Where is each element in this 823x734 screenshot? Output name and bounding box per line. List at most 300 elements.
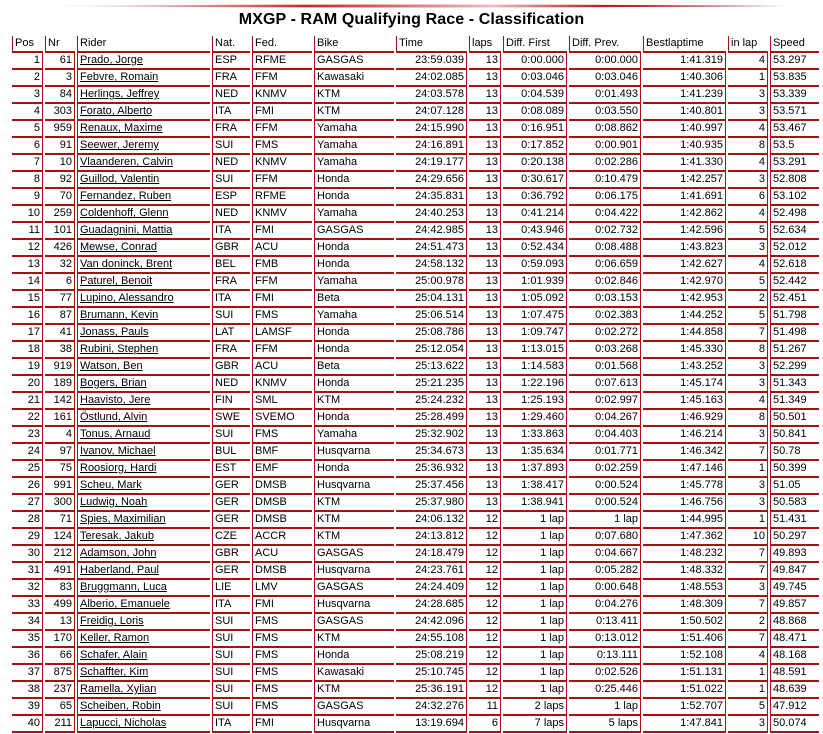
rider-link[interactable]: Scheiben, Robin	[80, 700, 161, 712]
rider-link[interactable]: Bogers, Brian	[80, 377, 147, 389]
cell-fed: FMS	[252, 648, 312, 665]
cell-laps: 13	[469, 444, 501, 461]
cell-nat: GBR	[212, 546, 250, 563]
cell-laps: 12	[469, 614, 501, 631]
cell-fed: DMSB	[252, 478, 312, 495]
cell-fed: SML	[252, 393, 312, 410]
cell-laps: 13	[469, 104, 501, 121]
cell-rider	[77, 223, 210, 240]
cell-diff-prev: 0:13.012	[569, 631, 641, 648]
cell-bike: Husqvarna	[314, 478, 394, 495]
cell-diff-first: 0:52.434	[503, 240, 567, 257]
cell-diff-prev: 0:08.862	[569, 121, 641, 138]
cell-bike: Honda	[314, 257, 394, 274]
cell-time: 24:15.990	[396, 121, 467, 138]
cell-nat: NED	[212, 155, 250, 172]
cell-laps: 13	[469, 206, 501, 223]
cell-fed: FMI	[252, 597, 312, 614]
table-row	[12, 682, 819, 699]
cell-bestlaptime: 1:52.108	[643, 648, 726, 665]
cell-laps: 12	[469, 597, 501, 614]
cell-pos: 30	[12, 546, 43, 563]
rider-link[interactable]: Ramella, Xylian	[80, 683, 157, 695]
cell-nr: 499	[45, 597, 75, 614]
cell-fed: ACU	[252, 359, 312, 376]
cell-nr: 3	[45, 70, 75, 87]
rider-link[interactable]: Guadagnini, Mattia	[80, 224, 173, 236]
cell-time: 24:03.578	[396, 87, 467, 104]
cell-diff-first: 2 laps	[503, 699, 567, 716]
cell-pos: 25	[12, 461, 43, 478]
cell-pos: 20	[12, 376, 43, 393]
cell-speed: 47.912	[770, 699, 819, 716]
cell-diff-first: 1 lap	[503, 631, 567, 648]
cell-nr: 991	[45, 478, 75, 495]
table-row	[12, 53, 819, 70]
cell-nat: SUI	[212, 172, 250, 189]
cell-fed: KNMV	[252, 155, 312, 172]
rider-link[interactable]: Lapucci, Nicholas	[80, 717, 167, 729]
cell-laps: 13	[469, 308, 501, 325]
table-row	[12, 597, 819, 614]
cell-diff-prev: 0:02.259	[569, 461, 641, 478]
cell-laps: 12	[469, 665, 501, 682]
cell-diff-first: 1:05.092	[503, 291, 567, 308]
rider-link[interactable]: Haberland, Paul	[80, 564, 159, 576]
column-header-nr: Nr	[45, 36, 75, 53]
cell-laps: 13	[469, 172, 501, 189]
cell-diff-prev: 0:02.526	[569, 665, 641, 682]
cell-bike: Honda	[314, 410, 394, 427]
cell-pos: 35	[12, 631, 43, 648]
cell-time: 24:35.831	[396, 189, 467, 206]
table-row	[12, 155, 819, 172]
table-row	[12, 478, 819, 495]
cell-in-lap: 4	[728, 393, 768, 410]
cell-fed: EMF	[252, 461, 312, 478]
cell-time: 25:08.786	[396, 325, 467, 342]
cell-nat: GER	[212, 563, 250, 580]
cell-diff-prev: 0:04.422	[569, 206, 641, 223]
cell-nr: 259	[45, 206, 75, 223]
cell-nr: 70	[45, 189, 75, 206]
rider-link[interactable]: Spies, Maximilian	[80, 513, 166, 525]
rider-link[interactable]: Haavisto, Jere	[80, 394, 151, 406]
cell-rider	[77, 172, 210, 189]
classification-table	[10, 36, 821, 733]
cell-speed: 50.501	[770, 410, 819, 427]
cell-in-lap: 2	[728, 614, 768, 631]
cell-pos: 14	[12, 274, 43, 291]
cell-rider	[77, 155, 210, 172]
cell-diff-first: 0:17.852	[503, 138, 567, 155]
table-row	[12, 223, 819, 240]
cell-bestlaptime: 1:48.553	[643, 580, 726, 597]
cell-rider	[77, 427, 210, 444]
rider-link[interactable]: Schaffter, Kim	[80, 666, 149, 678]
rider-link[interactable]: Keller, Ramon	[80, 632, 150, 644]
cell-pos: 2	[12, 70, 43, 87]
rider-link[interactable]: Forato, Alberto	[80, 105, 153, 117]
cell-nr: 189	[45, 376, 75, 393]
cell-time: 25:34.673	[396, 444, 467, 461]
cell-diff-prev: 0:06.659	[569, 257, 641, 274]
cell-in-lap: 10	[728, 529, 768, 546]
cell-fed: DMSB	[252, 512, 312, 529]
cell-nat: GER	[212, 478, 250, 495]
cell-diff-prev: 0:04.667	[569, 546, 641, 563]
cell-nat: SUI	[212, 614, 250, 631]
cell-in-lap: 6	[728, 189, 768, 206]
cell-in-lap: 4	[728, 648, 768, 665]
cell-bike: Honda	[314, 461, 394, 478]
cell-time: 24:16.891	[396, 138, 467, 155]
rider-link[interactable]: Mewse, Conrad	[80, 241, 158, 253]
cell-nat: FRA	[212, 274, 250, 291]
cell-rider	[77, 359, 210, 376]
cell-pos: 33	[12, 597, 43, 614]
rider-link[interactable]: Jonass, Pauls	[80, 326, 149, 338]
cell-rider	[77, 53, 210, 70]
rider-link[interactable]: Paturel, Benoit	[80, 275, 153, 287]
cell-bike: Yamaha	[314, 155, 394, 172]
cell-nr: 92	[45, 172, 75, 189]
cell-pos: 39	[12, 699, 43, 716]
cell-diff-first: 1:01.939	[503, 274, 567, 291]
rider-link[interactable]: Scheu, Mark	[80, 479, 142, 491]
table-row	[12, 206, 819, 223]
cell-bestlaptime: 1:44.995	[643, 512, 726, 529]
cell-fed: SVEMO	[252, 410, 312, 427]
cell-nat: SUI	[212, 427, 250, 444]
cell-diff-prev: 1 lap	[569, 699, 641, 716]
cell-diff-prev: 1 lap	[569, 512, 641, 529]
cell-diff-prev: 0:02.286	[569, 155, 641, 172]
cell-rider	[77, 274, 210, 291]
table-row	[12, 70, 819, 87]
cell-speed: 48.471	[770, 631, 819, 648]
cell-in-lap: 2	[728, 291, 768, 308]
cell-bestlaptime: 1:51.131	[643, 665, 726, 682]
cell-fed: FMB	[252, 257, 312, 274]
rider-link[interactable]: Renaux, Maxime	[80, 122, 163, 134]
cell-in-lap: 8	[728, 410, 768, 427]
cell-speed: 53.291	[770, 155, 819, 172]
column-header-rider: Rider	[77, 36, 210, 53]
cell-bike: KTM	[314, 512, 394, 529]
rider-link[interactable]: Brumann, Kevin	[80, 309, 159, 321]
cell-time: 25:04.131	[396, 291, 467, 308]
cell-pos: 27	[12, 495, 43, 512]
cell-diff-first: 1:13.015	[503, 342, 567, 359]
cell-nr: 38	[45, 342, 75, 359]
cell-diff-prev: 0:00.901	[569, 138, 641, 155]
cell-pos: 7	[12, 155, 43, 172]
cell-rider	[77, 410, 210, 427]
cell-bestlaptime: 1:45.778	[643, 478, 726, 495]
rider-link[interactable]: Febvre, Romain	[80, 71, 159, 83]
cell-rider	[77, 87, 210, 104]
cell-diff-first: 1 lap	[503, 682, 567, 699]
cell-fed: FMS	[252, 682, 312, 699]
cell-nat: GER	[212, 495, 250, 512]
cell-nat: SUI	[212, 631, 250, 648]
cell-in-lap: 3	[728, 716, 768, 733]
rider-link[interactable]: Freidig, Loris	[80, 615, 144, 627]
table-row	[12, 648, 819, 665]
cell-rider	[77, 308, 210, 325]
cell-speed: 52.442	[770, 274, 819, 291]
cell-bike: KTM	[314, 495, 394, 512]
table-row	[12, 240, 819, 257]
cell-bike: GASGAS	[314, 546, 394, 563]
cell-pos: 28	[12, 512, 43, 529]
cell-fed: RFME	[252, 189, 312, 206]
cell-time: 24:18.479	[396, 546, 467, 563]
cell-time: 24:32.276	[396, 699, 467, 716]
cell-diff-prev: 0:00.524	[569, 495, 641, 512]
rider-link[interactable]: Lupino, Alessandro	[80, 292, 174, 304]
cell-rider	[77, 699, 210, 716]
cell-fed: FFM	[252, 274, 312, 291]
rider-link[interactable]: Östlund, Alvin	[80, 411, 148, 423]
cell-speed: 53.339	[770, 87, 819, 104]
rider-link[interactable]: Van doninck, Brent	[80, 258, 173, 270]
cell-diff-first: 0:00.000	[503, 53, 567, 70]
table-row	[12, 444, 819, 461]
cell-diff-first: 1:22.196	[503, 376, 567, 393]
cell-nr: 83	[45, 580, 75, 597]
rider-link[interactable]: Alberio, Emanuele	[80, 598, 170, 610]
cell-bike: Kawasaki	[314, 665, 394, 682]
cell-time: 25:37.980	[396, 495, 467, 512]
cell-rider	[77, 495, 210, 512]
rider-link[interactable]: Ludwig, Noah	[80, 496, 148, 508]
cell-time: 25:12.054	[396, 342, 467, 359]
cell-in-lap: 7	[728, 631, 768, 648]
cell-diff-prev: 0:01.493	[569, 87, 641, 104]
cell-nat: FRA	[212, 70, 250, 87]
cell-speed: 49.893	[770, 546, 819, 563]
cell-laps: 13	[469, 393, 501, 410]
cell-time: 24:29.656	[396, 172, 467, 189]
header-swoosh-decoration	[48, 3, 788, 9]
table-row	[12, 461, 819, 478]
cell-bike: Honda	[314, 342, 394, 359]
cell-bestlaptime: 1:41.239	[643, 87, 726, 104]
cell-diff-first: 0:59.093	[503, 257, 567, 274]
cell-fed: FMS	[252, 665, 312, 682]
cell-bestlaptime: 1:46.214	[643, 427, 726, 444]
cell-in-lap: 1	[728, 665, 768, 682]
cell-time: 24:02.085	[396, 70, 467, 87]
column-header-diff-prev: Diff. Prev.	[569, 36, 641, 53]
cell-diff-first: 7 laps	[503, 716, 567, 733]
cell-nat: SUI	[212, 648, 250, 665]
rider-link[interactable]: Vlaanderen, Calvin	[80, 156, 173, 168]
cell-pos: 16	[12, 308, 43, 325]
cell-in-lap: 4	[728, 121, 768, 138]
cell-nr: 66	[45, 648, 75, 665]
rider-link[interactable]: Tonus, Arnaud	[80, 428, 151, 440]
cell-bike: Yamaha	[314, 274, 394, 291]
cell-laps: 13	[469, 87, 501, 104]
cell-diff-first: 0:03.046	[503, 70, 567, 87]
cell-rider	[77, 682, 210, 699]
cell-laps: 13	[469, 495, 501, 512]
rider-link[interactable]: Ivanov, Michael	[80, 445, 156, 457]
cell-time: 24:51.473	[396, 240, 467, 257]
table-row	[12, 274, 819, 291]
cell-fed: FFM	[252, 70, 312, 87]
cell-laps: 13	[469, 376, 501, 393]
cell-speed: 51.498	[770, 325, 819, 342]
cell-in-lap: 3	[728, 580, 768, 597]
cell-diff-prev: 0:02.732	[569, 223, 641, 240]
cell-time: 24:40.253	[396, 206, 467, 223]
cell-bike: Honda	[314, 172, 394, 189]
cell-nat: ESP	[212, 53, 250, 70]
cell-rider	[77, 206, 210, 223]
rider-link[interactable]: Watson, Ben	[80, 360, 143, 372]
cell-fed: ACU	[252, 546, 312, 563]
cell-diff-first: 1:35.634	[503, 444, 567, 461]
cell-diff-first: 1:07.475	[503, 308, 567, 325]
cell-diff-prev: 0:00.524	[569, 478, 641, 495]
cell-nr: 211	[45, 716, 75, 733]
cell-in-lap: 3	[728, 87, 768, 104]
rider-link[interactable]: Coldenhoff, Glenn	[80, 207, 169, 219]
cell-nr: 75	[45, 461, 75, 478]
rider-link[interactable]: Adamson, John	[80, 547, 157, 559]
table-row	[12, 410, 819, 427]
cell-diff-prev: 0:13.411	[569, 614, 641, 631]
cell-time: 25:13.622	[396, 359, 467, 376]
cell-speed: 51.798	[770, 308, 819, 325]
cell-bestlaptime: 1:48.332	[643, 563, 726, 580]
cell-nr: 4	[45, 427, 75, 444]
cell-nr: 101	[45, 223, 75, 240]
column-header-pos: Pos	[12, 36, 43, 53]
cell-nat: NED	[212, 206, 250, 223]
cell-diff-prev: 0:04.276	[569, 597, 641, 614]
table-row	[12, 325, 819, 342]
cell-bike: Beta	[314, 359, 394, 376]
rider-link[interactable]: Schafer, Alain	[80, 649, 148, 661]
cell-in-lap: 8	[728, 342, 768, 359]
cell-pos: 8	[12, 172, 43, 189]
cell-pos: 31	[12, 563, 43, 580]
cell-laps: 13	[469, 359, 501, 376]
table-row	[12, 257, 819, 274]
cell-diff-prev: 0:10.479	[569, 172, 641, 189]
cell-time: 24:28.685	[396, 597, 467, 614]
cell-in-lap: 4	[728, 257, 768, 274]
cell-bike: Husqvarna	[314, 716, 394, 733]
cell-in-lap: 3	[728, 376, 768, 393]
cell-laps: 12	[469, 563, 501, 580]
cell-pos: 29	[12, 529, 43, 546]
cell-diff-first: 1:09.747	[503, 325, 567, 342]
rider-link[interactable]: Herlings, Jeffrey	[80, 88, 160, 100]
cell-nr: 97	[45, 444, 75, 461]
cell-speed: 52.451	[770, 291, 819, 308]
cell-diff-first: 1 lap	[503, 614, 567, 631]
cell-nat: GER	[212, 512, 250, 529]
cell-pos: 40	[12, 716, 43, 733]
cell-pos: 4	[12, 104, 43, 121]
cell-bestlaptime: 1:42.257	[643, 172, 726, 189]
cell-laps: 13	[469, 53, 501, 70]
cell-nat: BEL	[212, 257, 250, 274]
cell-diff-prev: 0:01.771	[569, 444, 641, 461]
cell-rider	[77, 597, 210, 614]
column-header-diff-first: Diff. First	[503, 36, 567, 53]
cell-fed: FMS	[252, 699, 312, 716]
cell-time: 25:06.514	[396, 308, 467, 325]
cell-nr: 212	[45, 546, 75, 563]
header-row	[12, 36, 819, 53]
cell-laps: 13	[469, 427, 501, 444]
cell-diff-prev: 5 laps	[569, 716, 641, 733]
rider-link[interactable]: Teresak, Jakub	[80, 530, 154, 542]
rider-link[interactable]: Fernandez, Ruben	[80, 190, 172, 202]
cell-nat: ESP	[212, 189, 250, 206]
rider-link[interactable]: Roosiorg, Hardi	[80, 462, 157, 474]
rider-link[interactable]: Guillod, Valentin	[80, 173, 160, 185]
cell-bike: Kawasaki	[314, 70, 394, 87]
rider-link[interactable]: Seewer, Jeremy	[80, 139, 159, 151]
cell-in-lap: 3	[728, 359, 768, 376]
cell-laps: 12	[469, 546, 501, 563]
cell-speed: 49.847	[770, 563, 819, 580]
cell-speed: 53.835	[770, 70, 819, 87]
cell-fed: FMS	[252, 427, 312, 444]
cell-nr: 170	[45, 631, 75, 648]
cell-bestlaptime: 1:45.163	[643, 393, 726, 410]
cell-time: 25:37.456	[396, 478, 467, 495]
cell-speed: 51.431	[770, 512, 819, 529]
cell-bike: GASGAS	[314, 223, 394, 240]
cell-laps: 13	[469, 70, 501, 87]
cell-bike: KTM	[314, 682, 394, 699]
cell-speed: 52.012	[770, 240, 819, 257]
rider-link[interactable]: Prado, Jorge	[80, 54, 143, 66]
cell-diff-prev: 0:03.550	[569, 104, 641, 121]
cell-diff-first: 0:43.946	[503, 223, 567, 240]
cell-rider	[77, 70, 210, 87]
cell-speed: 53.297	[770, 53, 819, 70]
cell-laps: 13	[469, 138, 501, 155]
cell-speed: 52.498	[770, 206, 819, 223]
cell-time: 24:58.132	[396, 257, 467, 274]
rider-link[interactable]: Bruggmann, Luca	[80, 581, 167, 593]
cell-pos: 13	[12, 257, 43, 274]
table-row	[12, 699, 819, 716]
cell-rider	[77, 393, 210, 410]
cell-nr: 124	[45, 529, 75, 546]
cell-diff-prev: 0:05.282	[569, 563, 641, 580]
cell-in-lap: 4	[728, 155, 768, 172]
cell-diff-prev: 0:02.846	[569, 274, 641, 291]
cell-pos: 38	[12, 682, 43, 699]
cell-nr: 161	[45, 410, 75, 427]
rider-link[interactable]: Rubini, Stephen	[80, 343, 159, 355]
cell-rider	[77, 104, 210, 121]
cell-pos: 9	[12, 189, 43, 206]
cell-diff-first: 1 lap	[503, 546, 567, 563]
cell-pos: 22	[12, 410, 43, 427]
